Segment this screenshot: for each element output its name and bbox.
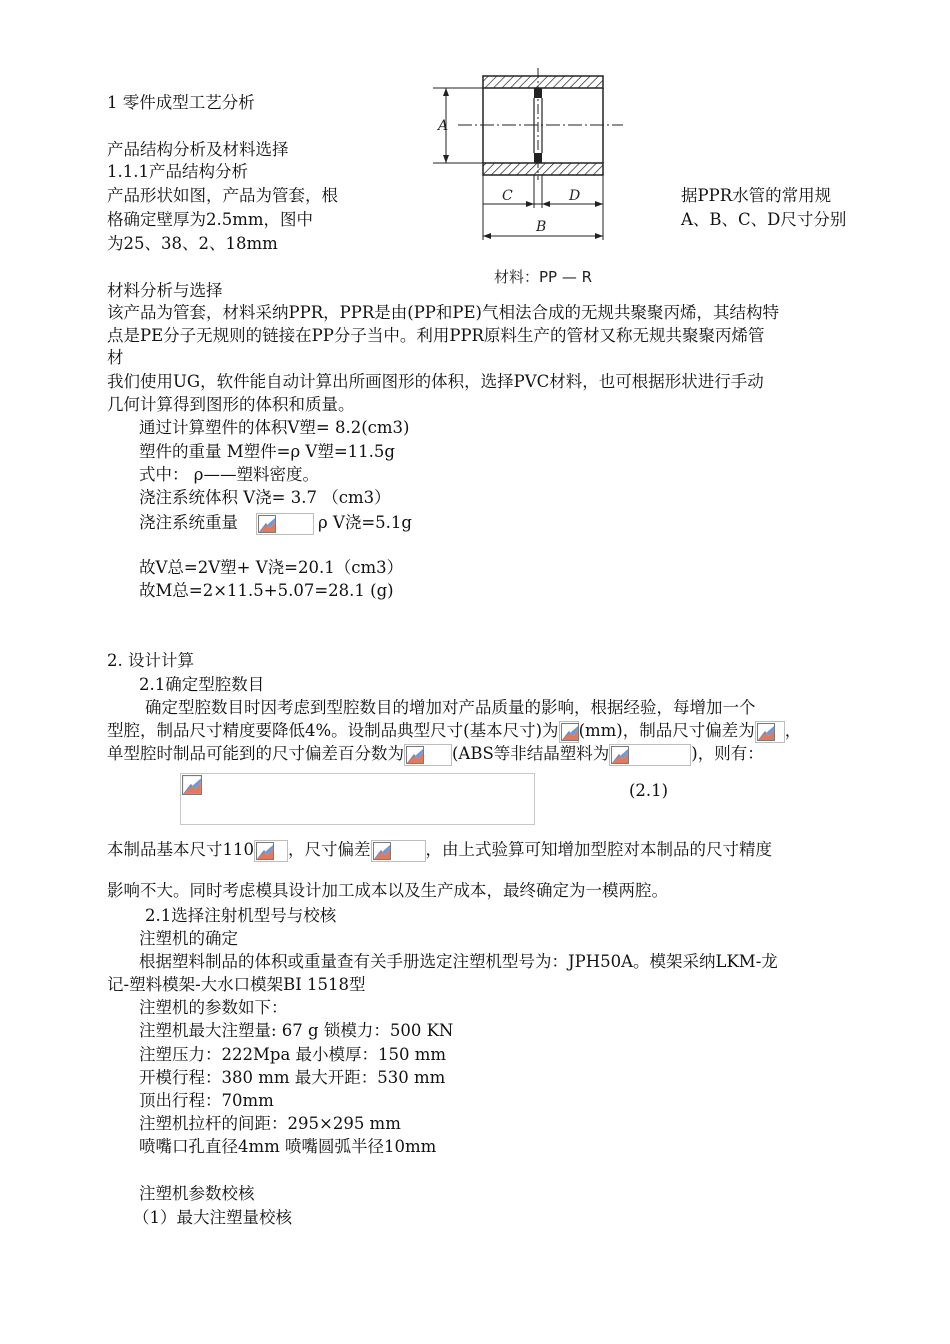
formula-image-placeholder	[180, 773, 535, 825]
cavity-paragraph-line-2: 型腔，制品尺寸精度要降低4%。设制品典型尺寸(基本尺寸)为 (mm)，制品尺寸偏差为 ，	[107, 720, 801, 743]
broken-image-icon	[755, 721, 785, 743]
dim-label-D: D	[569, 188, 581, 204]
broken-image-icon	[404, 744, 452, 766]
broken-image-icon	[254, 840, 288, 862]
machine-paragraph-line-1: 根据塑料制品的体积或重量查有关手册选定注塑机型号为：JPH50A。模架采纳LKM-龙	[139, 952, 778, 971]
param-line-4: 顶出行程：70mm	[139, 1091, 274, 1110]
calc-total-weight: 故M总=2×11.5+5.07=28.1 (g)	[139, 581, 394, 600]
param-line-1: 注塑机最大注塑量: 67 g 锁模力：500 KN	[139, 1021, 454, 1040]
param-line-2: 注塑压力：222Mpa 最小模厚：150 mm	[139, 1045, 447, 1064]
broken-image-icon	[256, 513, 314, 535]
machine-title: 2.1选择注射机型号与校核	[145, 906, 337, 925]
shape-text-line-1: 产品形状如图，产品为管套，根	[107, 186, 338, 205]
subsection-title: 产品结构分析及材料选择	[107, 140, 289, 159]
calc-density-note: 式中： ρ——塑料密度。	[139, 465, 319, 484]
material-paragraph-line-3: 材	[107, 348, 124, 367]
shape-text-line-1-right: 据PPR水管的常用规	[681, 186, 832, 205]
subsubsection-title: 1.1.1产品结构分析	[107, 162, 248, 181]
shape-text-line-3: 为25、38、2、18mm	[107, 234, 278, 253]
cavity-title: 2.1确定型腔数目	[139, 675, 265, 694]
top-wall-hatch	[483, 76, 603, 88]
machine-subtitle: 注塑机的确定	[139, 929, 238, 948]
section-2-title: 2. 设计计算	[107, 651, 194, 670]
material-paragraph-line-1: 该产品为管套，材料采纳PPR，PPR是由(PP和PE)气相法合成的无规共聚聚丙烯，其结构特	[107, 303, 779, 322]
calc-volume: 通过计算塑件的体积V塑= 8.2(cm3)	[139, 418, 410, 437]
pipe-sleeve-drawing	[428, 68, 638, 290]
equation-number: (2.1)	[629, 781, 669, 800]
calc-runner-weight: 浇注系统重量 ρ V浇=5.1g	[139, 512, 412, 535]
cavity-paragraph-line-1: 确定型腔数目时因考虑到型腔数目的增加对产品质量的影响，根据经验，每增加一个	[145, 698, 756, 717]
dim-label-B: B	[536, 219, 547, 235]
section-1-title: 1 零件成型工艺分析	[107, 93, 255, 112]
dim-label-A: A	[438, 118, 449, 134]
calc-runner-volume: 浇注系统体积 V浇= 3.7 （cm3）	[139, 488, 391, 507]
machine-paragraph-line-2: 记-塑料模架-大水口模架BI 1518型	[107, 975, 366, 994]
ug-paragraph-line-2: 几何计算得到图形的体积和质量。	[107, 395, 355, 414]
check-item-1: （1）最大注塑量校核	[133, 1208, 292, 1227]
calc-weight: 塑件的重量 M塑件=ρ V塑=11.5g	[139, 442, 395, 461]
check-params-title: 注塑机参数校核	[139, 1184, 255, 1203]
params-title: 注塑机的参数如下：	[139, 998, 288, 1017]
material-paragraph-line-2: 点是PE分子无规则的链接在PP分子当中。利用PPR原料生产的管材又称无规共聚聚丙烯管	[107, 326, 765, 345]
param-line-6: 喷嘴口孔直径4mm 喷嘴圆弧半径10mm	[139, 1137, 437, 1156]
calc-total-volume: 故V总=2V塑+ V浇=20.1（cm3）	[139, 558, 404, 577]
shape-text-line-2: 格确定壁厚为2.5mm，图中	[107, 210, 314, 229]
check-line-2: 影响不大。同时考虑模具设计加工成本以及生产成本，最终确定为一模两腔。	[107, 881, 668, 900]
material-caption: 材料：PP — R	[494, 268, 593, 286]
bottom-wall-hatch	[483, 163, 603, 175]
cavity-paragraph-line-3: 单型腔时制品可能到的尺寸偏差百分数为 (ABS等非结晶塑料为 )，则有：	[107, 743, 764, 766]
broken-image-icon	[609, 744, 691, 766]
check-line-1: 本制品基本尺寸110 ，尺寸偏差 ，由上式验算可知增加型腔对本制品的尺寸精度	[107, 839, 772, 862]
dim-label-C: C	[502, 188, 513, 204]
param-line-5: 注塑机拉杆的间距：295×295 mm	[139, 1114, 401, 1133]
broken-image-icon	[371, 840, 426, 862]
param-line-3: 开模行程：380 mm 最大开距：530 mm	[139, 1068, 446, 1087]
broken-image-icon	[559, 721, 579, 743]
material-title: 材料分析与选择	[107, 281, 223, 300]
shape-text-line-2-right: A、B、C、D尺寸分别	[681, 210, 847, 229]
ug-paragraph-line-1: 我们使用UG，软件能自动计算出所画图形的体积，选择PVC材料，也可根据形状进行手动	[107, 372, 764, 391]
